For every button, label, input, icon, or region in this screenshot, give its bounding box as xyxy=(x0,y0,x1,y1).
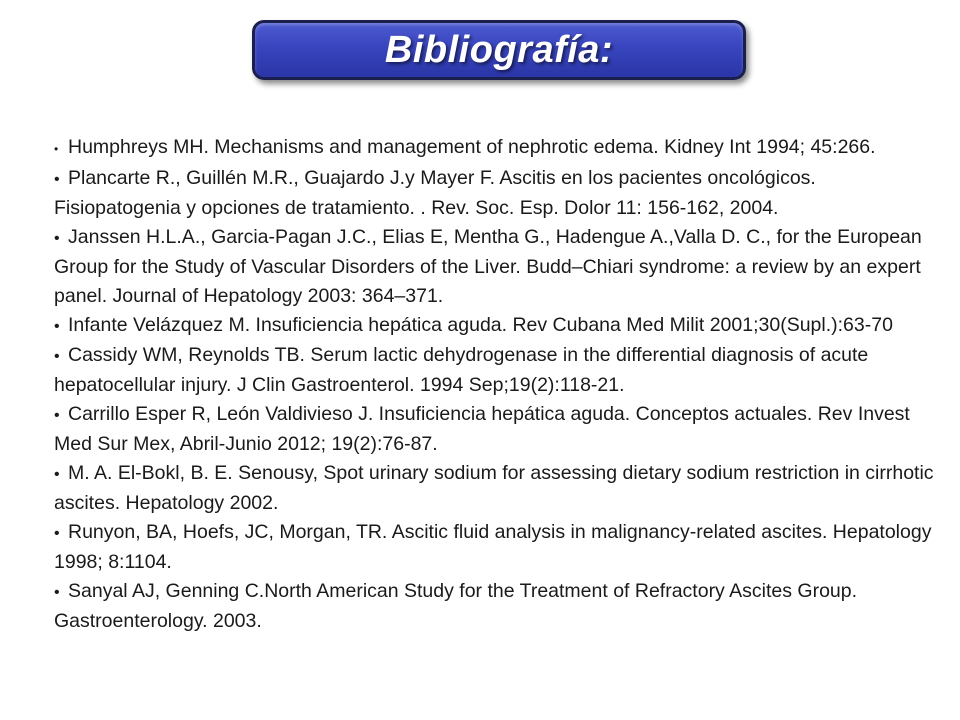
bullet-icon: • xyxy=(54,171,60,188)
reference-item xyxy=(54,577,934,636)
bullet-icon: • xyxy=(54,584,60,601)
reference-text: Carrillo Esper R, León Valdivieso J. Insuficiencia hepática aguda. Conceptos actuales. Rev Invest Med Sur Mex, Abril-Junio 2012; 19(2):76-87. xyxy=(54,403,910,455)
reference-item xyxy=(54,459,934,518)
slide-title: Bibliografía: xyxy=(384,28,614,71)
reference-item xyxy=(54,223,934,311)
bullet-icon: • xyxy=(54,142,59,156)
bullet-icon: • xyxy=(54,318,60,335)
reference-text: Humphreys MH. Mechanisms and management of nephrotic edema. Kidney Int 1994; 45:266. xyxy=(68,136,876,158)
reference-text: Infante Velázquez M. Insuficiencia hepática aguda. Rev Cubana Med Milit 2001;30(Supl.):63-70 xyxy=(68,314,893,336)
reference-item xyxy=(54,341,934,400)
bibliography-list xyxy=(54,133,934,636)
reference-text: Cassidy WM, Reynolds TB. Serum lactic dehydrogenase in the differential diagnosis of acute hepatocellular injury. J Clin Gastroenterol. 1994 Sep;19(2):118-21. xyxy=(54,344,869,396)
reference-text: Janssen H.L.A., Garcia-Pagan J.C., Elias E, Mentha G., Hadengue A.,Valla D. C., for the European Group for the Study of Vascular Disorders of the Liver. Budd–Chiari syndrome: a review by an expert panel. Journal of Hepatology 2003: 364–371. xyxy=(54,226,922,307)
reference-text: Plancarte R., Guillén M.R., Guajardo J.y Mayer F. Ascitis en los pacientes oncológicos. Fisiopatogenia y opciones de tratamiento. . Rev. Soc. Esp. Dolor 11: 156-162, 2004. xyxy=(54,167,816,219)
reference-item xyxy=(54,164,934,223)
reference-item xyxy=(54,311,934,341)
reference-text: Sanyal AJ, Genning C.North American Study for the Treatment of Refractory Ascites Group. Gastroenterology. 2003. xyxy=(54,580,858,632)
bullet-icon: • xyxy=(54,348,60,365)
reference-text: Runyon, BA, Hoefs, JC, Morgan, TR. Ascitic fluid analysis in malignancy-related ascites. Hepatology 1998; 8:1104. xyxy=(54,521,932,573)
bullet-icon: • xyxy=(54,466,60,483)
bullet-icon: • xyxy=(54,407,60,424)
title-banner xyxy=(252,20,746,80)
bullet-icon: • xyxy=(54,230,60,247)
bullet-icon: • xyxy=(54,525,60,542)
reference-item xyxy=(54,518,934,577)
reference-item xyxy=(54,133,934,164)
reference-item xyxy=(54,400,934,459)
reference-text: M. A. El-Bokl, B. E. Senousy, Spot urinary sodium for assessing dietary sodium restriction in cirrhotic ascites. Hepatology 2002. xyxy=(54,462,934,514)
